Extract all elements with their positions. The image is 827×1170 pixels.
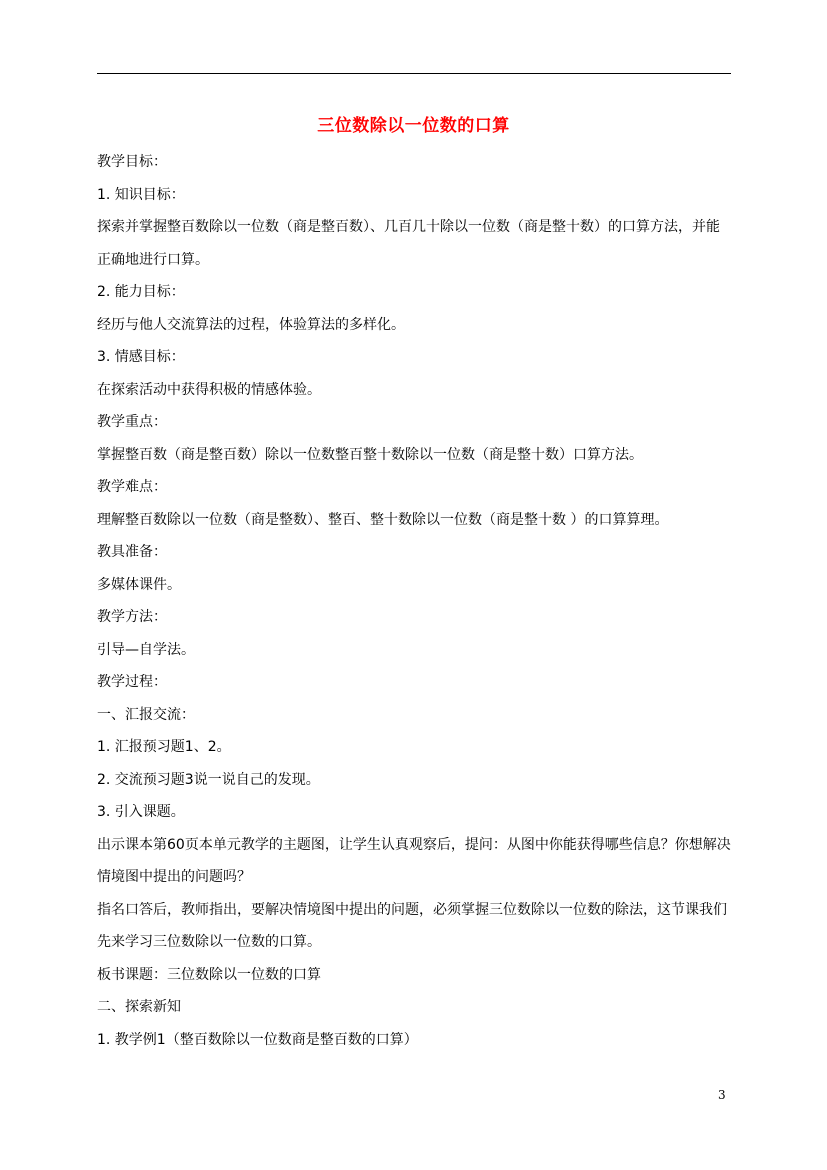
paragraph: 引导—自学法。 — [97, 641, 195, 658]
paragraph: 探索并掌握整百数除以一位数（商是整百数）、几百几十除以一位数（商是整十数）的口算方法，并能正确地进行口算。 — [97, 219, 720, 268]
paragraph: 1. 知识目标： — [97, 186, 185, 203]
paragraph: 多媒体课件。 — [97, 576, 181, 593]
paragraph: 教学难点： — [97, 479, 167, 495]
paragraph: 板书课题：三位数除以一位数的口算 — [97, 966, 321, 983]
paragraph: 理解整百数除以一位数（商是整数）、整百、整十数除以一位数（商是整十数 ）的口算算理。 — [97, 511, 669, 528]
document-title: 三位数除以一位数的口算 — [317, 116, 510, 136]
paragraph: 教学过程： — [97, 674, 167, 690]
paragraph: 1. 教学例1（整百数除以一位数商是整百数的口算） — [97, 1031, 418, 1048]
paragraph: 教学目标： — [97, 154, 167, 170]
paragraph: 指名口答后，教师指出，要解决情境图中提出的问题，必须掌握三位数除以一位数的除法，这节课我们先来学习三位数除以一位数的口算。 — [97, 901, 727, 950]
paragraph: 出示课本第60页本单元教学的主题图，让学生认真观察后，提问：从图中你能获得哪些信息？你想解决情境图中提出的问题吗？ — [97, 836, 731, 885]
paragraph: 教学方法： — [97, 609, 167, 625]
paragraph: 教学重点： — [97, 414, 167, 430]
paragraph: 3. 情感目标： — [97, 349, 185, 365]
paragraph: 经历与他人交流算法的过程，体验算法的多样化。 — [97, 316, 405, 333]
paragraph: 在探索活动中获得积极的情感体验。 — [97, 381, 321, 398]
paragraph: 一、汇报交流： — [97, 706, 195, 723]
paragraph: 3. 引入课题。 — [97, 804, 185, 820]
page-number: 3 — [718, 1088, 726, 1102]
paragraph: 2. 能力目标： — [97, 284, 185, 300]
paragraph: 掌握整百数（商是整百数）除以一位数整百整十数除以一位数（商是整十数）口算方法。 — [97, 446, 643, 463]
paragraph: 2. 交流预习题3说一说自己的发现。 — [97, 771, 320, 788]
paragraph: 二、探索新知 — [97, 999, 181, 1015]
header-rule — [97, 73, 731, 74]
paragraph: 教具准备： — [97, 544, 167, 560]
document-body — [97, 146, 731, 1056]
paragraph: 1. 汇报预习题1、2。 — [97, 739, 231, 755]
